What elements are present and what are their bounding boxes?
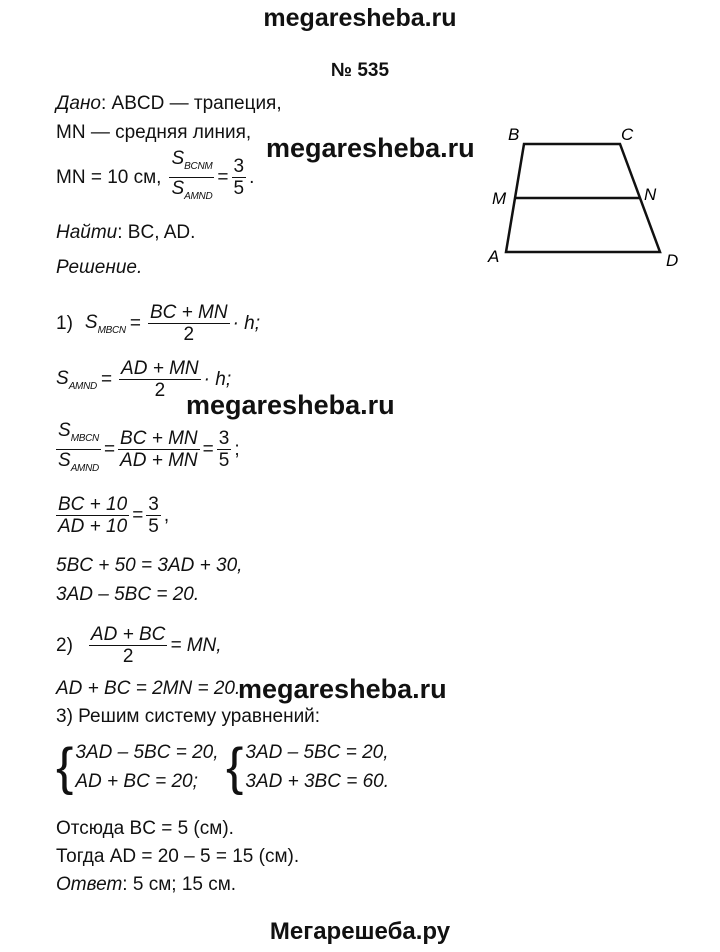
system-1 [56, 738, 219, 796]
system-2-line-1: 3AD – 5BC = 20, [245, 742, 389, 763]
r-den-s: S [58, 450, 71, 471]
fraction-ad-mn [119, 358, 201, 401]
ratio-value-num: 3 [233, 156, 245, 177]
step2-equation: AD + BC = 2MN = 20. [56, 678, 241, 699]
step2-fraction [89, 624, 167, 667]
brace-2: { [226, 738, 244, 796]
step2-fraction-num: AD + BC [90, 624, 166, 645]
fraction-bc-mn-num: BC + MN [149, 302, 228, 323]
fraction-bc-mn [148, 302, 230, 345]
find-text: : BC, AD. [117, 222, 196, 243]
s-mbcn: S [84, 311, 98, 333]
step1-line-1: 1) $S_{MBCN}$ = $\frac{BC + MN}{2}$ · h; [56, 302, 261, 345]
dano-label: Дано [56, 93, 101, 114]
r-num-s: S [58, 420, 71, 441]
conclusion-line-2: Тогда AD = 20 – 5 = 15 (см). [56, 846, 300, 867]
fraction-ad-mn-num: AD + MN [121, 358, 199, 379]
bc-ad-fraction [56, 494, 129, 537]
problem-number: № 535 [330, 60, 390, 81]
system-2-line-2: 3AD + 3BC = 60. [245, 771, 390, 792]
brace-1: { [56, 738, 74, 796]
system-2 [226, 738, 389, 796]
label-m: M [492, 189, 507, 208]
ratio-den-s: S [171, 178, 185, 199]
b-val-num: 3 [148, 494, 159, 515]
b-val-den: 5 [148, 516, 159, 537]
given-line-1-text: : ABCD — трапеция, [100, 93, 282, 114]
midline-ratio-fraction [118, 428, 200, 471]
watermark-1: megaresheba.ru [266, 133, 475, 163]
fraction-bc-mn-den: 2 [183, 324, 195, 345]
b-den: AD + 10 [58, 516, 128, 537]
footer-site: Мегарешеба.ру [269, 918, 451, 945]
s-amnd: S [56, 367, 69, 389]
r-value-fraction [217, 428, 232, 471]
b-num: BC + 10 [58, 494, 128, 515]
watermark-3: megaresheba.ru [238, 674, 447, 704]
r-den-sub: AMND [70, 463, 99, 474]
given-mn-value: MN = 10 см, [56, 166, 162, 188]
given-line-2: MN — средняя линия, [56, 122, 252, 143]
find-line [56, 222, 195, 244]
step1-tail-2: · h; [203, 368, 232, 390]
step1-line-2: $S_{AMND}$ = $\frac{AD + MN}{2}$ · h; [56, 358, 232, 401]
b-value-fraction [146, 494, 161, 537]
fraction-ad-mn-den: 2 [154, 380, 166, 401]
header-site: megaresheba.ru [263, 4, 457, 32]
given-line-1 [56, 93, 282, 115]
s-amnd-sub: AMND [68, 380, 97, 392]
watermark-2: megaresheba.ru [186, 390, 395, 420]
system-1-line-2: AD + BC = 20; [75, 771, 198, 792]
given-line-3: MN = 10 см, $\frac{S_{BCNM}}{S_{AMND}}$ = $\frac{3}{5}$ . [56, 148, 254, 207]
r-mid-den: AD + MN [120, 450, 198, 471]
r-mid-num: BC + MN [120, 428, 198, 449]
ratio-num-sub: BCNM [184, 161, 213, 172]
label-c: C [621, 125, 634, 144]
equation-1: 5BC + 50 = 3AD + 30, [56, 555, 243, 576]
step2-line-1 [56, 624, 222, 667]
system-1-line-1: 3AD – 5BC = 20, [75, 742, 219, 763]
step1-line-3: $\frac{S_{MBCN}}{S_{AMND}}$ = $\frac{BC + MN}{AD + MN}$ = $\frac{3}{5}$ ; [56, 420, 240, 479]
conclusion-line-1: Отсюда BC = 5 (см). [56, 818, 234, 839]
label-b: B [508, 125, 520, 144]
ratio-num-s: S [171, 148, 185, 169]
step3-title: 3) Решим систему уравнений: [56, 706, 321, 727]
step2-number: 2) [56, 634, 73, 656]
given-ratio-value [232, 156, 247, 199]
equation-2: 3AD – 5BC = 20. [56, 584, 200, 605]
answer-label: Ответ [56, 874, 123, 895]
step2-tail: = MN, [170, 634, 222, 656]
r-val-den: 5 [218, 450, 230, 471]
label-d: D [666, 251, 679, 270]
step1-line-4: $\frac{BC + 10}{AD + 10}$ = $\frac{3}{5}$ , [58, 494, 170, 537]
s-mbcn-sub: MBCN [97, 324, 126, 336]
ratio-den-sub: AMND [184, 191, 213, 202]
find-label: Найти [56, 222, 118, 243]
ratio-value-den: 5 [233, 178, 245, 199]
r-num-sub: MBCN [70, 433, 99, 444]
answer-line [56, 874, 236, 896]
step1-number: 1) [56, 312, 73, 334]
step1-tail-1: · h; [232, 312, 261, 334]
r-val-num: 3 [218, 428, 230, 449]
answer-text: : 5 см; 15 см. [122, 874, 237, 895]
trapezoid-figure [480, 120, 690, 280]
area-ratio-fraction [56, 420, 101, 479]
label-a: A [488, 247, 500, 266]
label-n: N [644, 185, 657, 204]
given-area-ratio [169, 148, 214, 207]
step2-fraction-den: 2 [122, 646, 134, 667]
solution-label: Решение. [56, 257, 143, 278]
